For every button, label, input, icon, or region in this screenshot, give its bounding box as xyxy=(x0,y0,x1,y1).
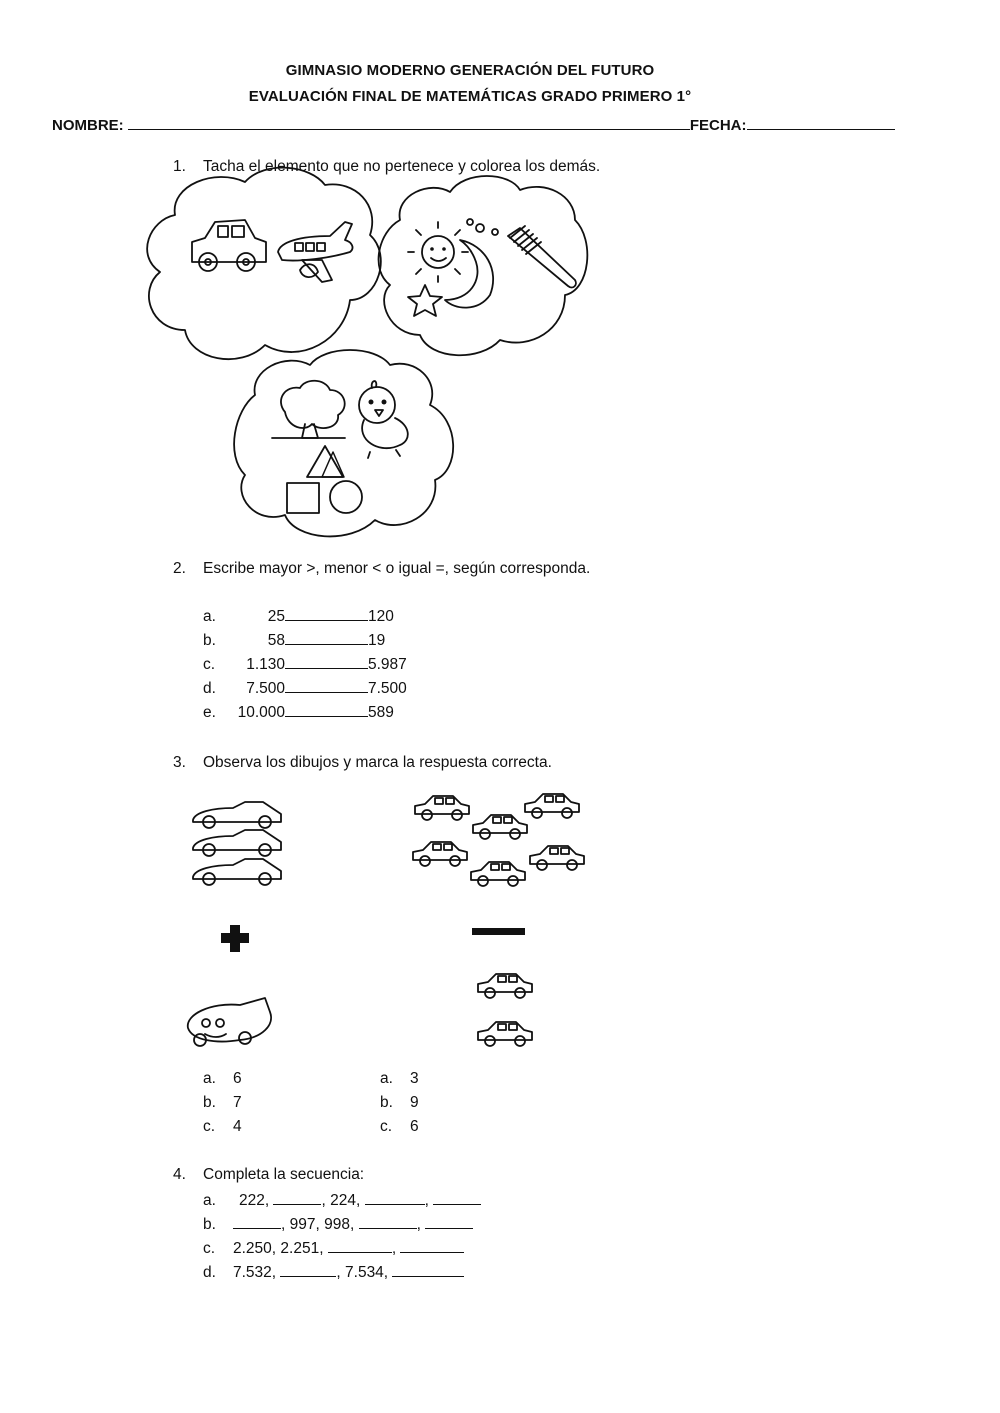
plus-icon xyxy=(221,925,249,952)
race-car-icon[interactable] xyxy=(193,859,281,885)
question-4-text: Completa la secuencia: xyxy=(203,1166,365,1183)
race-car-icon[interactable] xyxy=(193,802,281,828)
right-number: 7.500 xyxy=(368,680,407,697)
left-number: 10.000 xyxy=(237,704,285,721)
left-number: 1.130 xyxy=(246,656,285,673)
small-car-icon[interactable] xyxy=(473,815,527,839)
sequence-blank[interactable] xyxy=(392,1262,464,1277)
q3-right-options xyxy=(380,1067,419,1139)
moon-icon[interactable] xyxy=(445,240,493,308)
right-number: 19 xyxy=(368,632,386,649)
option-right-b[interactable]: b. 9 xyxy=(380,1094,419,1111)
small-car-icon[interactable] xyxy=(525,794,579,818)
comparison-row xyxy=(203,605,407,629)
race-car-group xyxy=(193,802,281,885)
square-shape[interactable] xyxy=(287,483,319,513)
cartoon-car-icon[interactable] xyxy=(188,998,271,1046)
option-left-b[interactable]: b. 7 xyxy=(203,1094,242,1111)
sequence-blank[interactable] xyxy=(233,1214,281,1229)
comparison-row xyxy=(203,701,407,725)
small-car-icon[interactable] xyxy=(471,862,525,886)
question-3-text: Observa los dibujos y marca la respuesta correcta. xyxy=(203,754,552,771)
left-number: 58 xyxy=(267,632,285,649)
triangle-shape[interactable] xyxy=(307,446,344,477)
race-car-icon[interactable] xyxy=(193,830,281,856)
item-letter: b. xyxy=(203,632,216,649)
cloud-transport[interactable] xyxy=(147,168,381,360)
option-left-a[interactable]: a. 6 xyxy=(203,1070,242,1087)
question-4 xyxy=(173,1166,364,1184)
left-number: 25 xyxy=(267,608,285,625)
small-car-icon[interactable] xyxy=(530,846,584,870)
item-letter: e. xyxy=(203,704,216,721)
question-1-number: 1. xyxy=(173,158,186,175)
sequence-blank[interactable] xyxy=(425,1214,473,1229)
question-1-text: Tacha el elemento que no pertenece y colorea los demás. xyxy=(203,158,601,175)
sequence-row: a. 222, , 224, , xyxy=(203,1189,481,1213)
answer-blank[interactable] xyxy=(285,702,368,717)
right-number: 5.987 xyxy=(368,656,407,673)
sun-icon[interactable] xyxy=(408,222,468,282)
sequence-blank[interactable] xyxy=(359,1214,417,1229)
question-4-number: 4. xyxy=(173,1166,186,1183)
q2-comparison-list xyxy=(203,605,407,725)
star-icon[interactable] xyxy=(408,285,442,316)
school-title: GIMNASIO MODERNO GENERACIÓN DEL FUTURO xyxy=(285,62,655,79)
small-car-icon[interactable] xyxy=(413,842,467,866)
q3-car-illustration xyxy=(0,780,1000,1080)
answer-blank[interactable] xyxy=(285,630,368,645)
sequence-row: c. 2.250, 2.251, , xyxy=(203,1237,481,1261)
sequence-row: b. , 997, 998, , xyxy=(203,1213,481,1237)
name-label: NOMBRE: xyxy=(52,117,128,134)
comparison-row xyxy=(203,629,407,653)
item-letter: d. xyxy=(203,680,216,697)
cloud-shapes[interactable] xyxy=(234,350,453,536)
small-car-group xyxy=(413,794,584,886)
sequence-row: d. 7.532, , 7.534, xyxy=(203,1261,481,1285)
circle-shape[interactable] xyxy=(330,481,362,513)
sequence-blank[interactable] xyxy=(273,1190,321,1205)
question-2 xyxy=(173,560,590,578)
question-3-number: 3. xyxy=(173,754,186,771)
airplane-icon[interactable] xyxy=(278,222,352,282)
left-number: 7.500 xyxy=(246,680,285,697)
right-number: 589 xyxy=(368,704,394,721)
item-letter: c. xyxy=(203,656,216,673)
answer-blank[interactable] xyxy=(285,606,368,621)
sequence-blank[interactable] xyxy=(328,1238,392,1253)
car-icon[interactable] xyxy=(192,220,266,271)
exam-title: EVALUACIÓN FINAL DE MATEMÁTICAS GRADO PRIMERO 1° xyxy=(248,88,692,105)
question-3 xyxy=(173,754,552,772)
answer-blank[interactable] xyxy=(285,654,368,669)
cloud-sky[interactable] xyxy=(379,176,588,355)
sequence-blank[interactable] xyxy=(433,1190,481,1205)
chick-icon[interactable] xyxy=(359,381,408,458)
small-car-icon[interactable] xyxy=(478,974,532,998)
tree-icon[interactable] xyxy=(272,381,345,438)
sequence-blank[interactable] xyxy=(365,1190,425,1205)
option-left-c[interactable]: c. 4 xyxy=(203,1118,242,1135)
option-right-c[interactable]: c. 6 xyxy=(380,1118,419,1135)
answer-blank[interactable] xyxy=(285,678,368,693)
minus-icon xyxy=(472,928,525,935)
comparison-row xyxy=(203,653,407,677)
date-label: FECHA: xyxy=(689,117,747,134)
sequence-blank[interactable] xyxy=(400,1238,464,1253)
q3-left-options xyxy=(203,1067,242,1139)
comparison-row xyxy=(203,677,407,701)
small-car-icon[interactable] xyxy=(415,796,469,820)
question-2-number: 2. xyxy=(173,560,186,577)
small-car-icon[interactable] xyxy=(478,1022,532,1046)
question-2-text: Escribe mayor >, menor < o igual =, según corresponda. xyxy=(203,560,591,577)
sequence-blank[interactable] xyxy=(280,1262,336,1277)
q4-sequence-list xyxy=(203,1189,481,1285)
right-number: 120 xyxy=(368,608,394,625)
item-letter: a. xyxy=(203,608,216,625)
option-right-a[interactable]: a. 3 xyxy=(380,1070,419,1087)
comb-icon[interactable] xyxy=(508,226,576,287)
q1-clouds-illustration xyxy=(0,0,1000,560)
